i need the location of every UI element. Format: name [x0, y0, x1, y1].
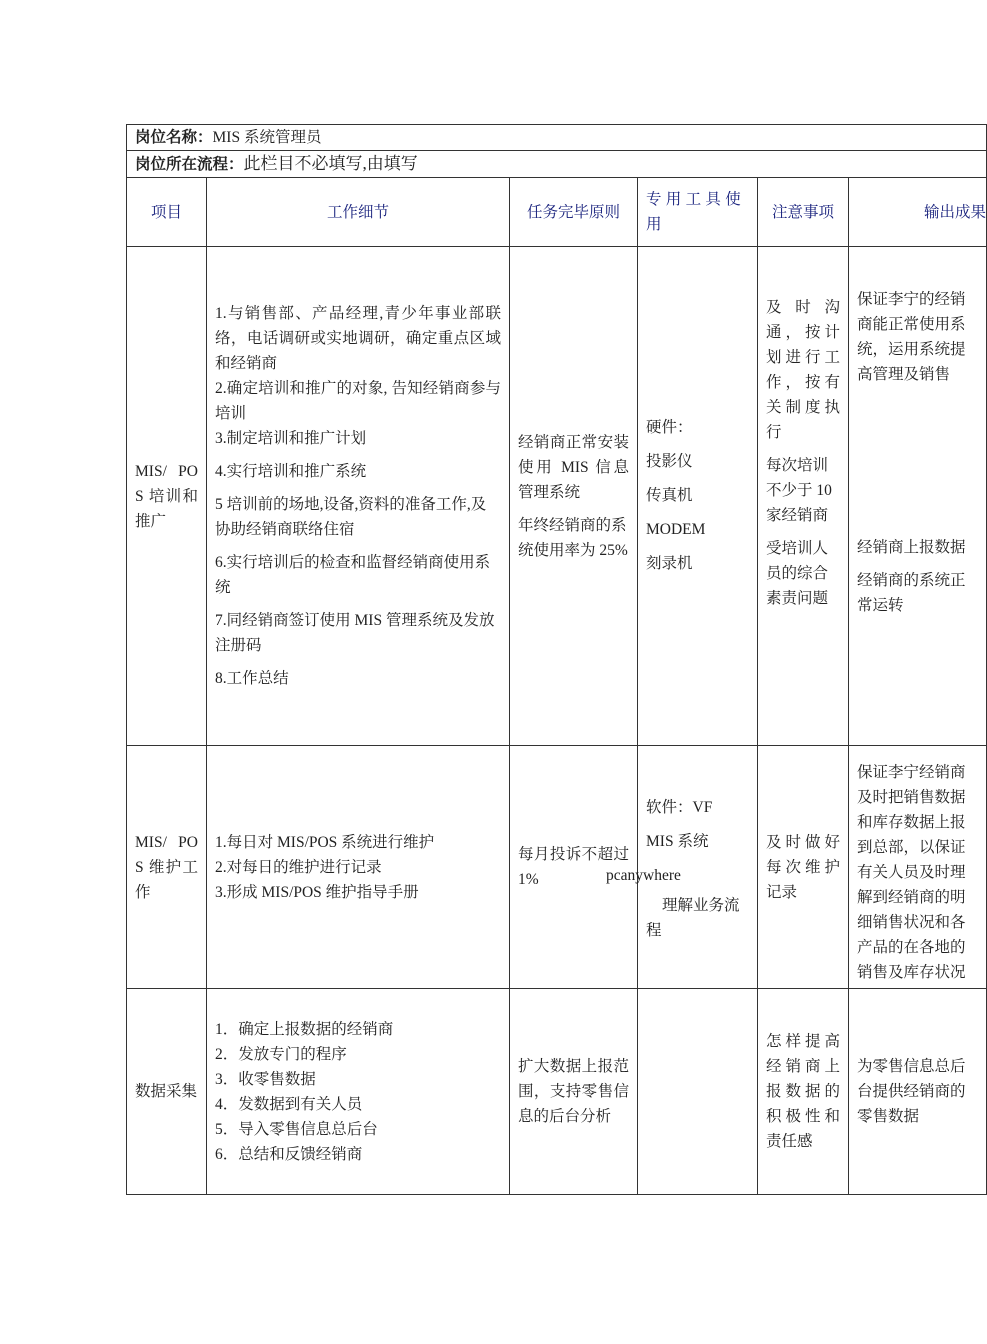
row-outputs	[849, 247, 987, 746]
row-tools	[606, 746, 758, 989]
row-outputs	[849, 746, 987, 989]
detail-line: 2．发放专门的程序	[215, 1045, 347, 1063]
tool-line: MODEM	[646, 521, 706, 538]
position-name-label: 岗位名称：	[135, 129, 213, 146]
row-notes	[758, 746, 849, 989]
detail-line: 6.实行培训后的检查和监督经销商使用系统	[215, 554, 491, 596]
row-item: MIS/ POS 培训和推广	[127, 247, 207, 746]
position-name-value: MIS 系统管理员	[212, 129, 322, 146]
col-header-tools: 专 用 工 具 使用	[638, 178, 758, 247]
detail-line: 1．确定上报数据的经销商	[215, 1020, 394, 1038]
col-header-notes: 注意事项	[758, 178, 849, 247]
tool-line: 刻录机	[646, 555, 693, 572]
note-line: 及时沟通，按计划进行工作，按有关制度执行	[766, 299, 840, 441]
col-header-details: 工作细节	[207, 178, 510, 247]
output-line: 经销商上报数据	[857, 539, 966, 556]
row-details	[207, 989, 510, 1195]
row-notes	[758, 247, 849, 746]
detail-line: 3.制定培训和推广计划	[215, 430, 367, 447]
standard-line: 扩大数据上报范围，支持零售信息的后台分析	[518, 1058, 629, 1125]
row-outputs	[849, 989, 987, 1195]
standard-line: 经销商正常安装使用 MIS 信息管理系统	[518, 433, 629, 501]
output-line: 保证李宁经销商及时把销售数据和库存数据上报到总部，以保证有关人员及时理解到经销商的明细销售状况和各产品的在各地的销售及库存状况	[857, 764, 966, 981]
detail-line: 5．导入零售信息总后台	[215, 1120, 378, 1138]
row-details	[207, 247, 510, 746]
table-row	[127, 746, 987, 989]
detail-line: 7.同经销商签订使用 MIS 管理系统及发放注册码	[215, 612, 495, 654]
note-line: 及时做好每次维护记录	[766, 833, 840, 901]
process-row	[127, 151, 987, 178]
process-value: 此栏目不必填写,由填写	[243, 154, 418, 173]
row-item: 数据采集	[127, 989, 207, 1195]
detail-line: 8.工作总结	[215, 670, 289, 687]
output-line: 保证李宁的经销商能正常使用系统，运用系统提高管理及销售	[857, 291, 966, 383]
row-tools	[638, 989, 758, 1195]
col-header-item: 项目	[127, 178, 207, 247]
detail-line: 4.实行培训和推广系统	[215, 463, 367, 480]
table-row	[127, 989, 987, 1195]
process-label: 岗位所在流程：	[135, 156, 244, 173]
detail-line: 6．总结和反馈经销商	[215, 1145, 363, 1163]
detail-line: 2.确定培训和推广的对象, 告知经销商参与培训	[215, 380, 501, 422]
table-row	[127, 247, 987, 746]
job-description-table	[126, 124, 987, 1195]
column-header-row	[127, 178, 987, 247]
tool-line: 硬件：	[646, 419, 693, 436]
tool-line: 投影仪	[646, 453, 693, 470]
note-line: 受培训人员的综合素责问题	[766, 540, 829, 607]
output-line: 为零售信息总后台提供经销商的零售数据	[857, 1058, 966, 1125]
detail-line: 3.形成 MIS/POS 维护指导手册	[215, 883, 419, 901]
col-header-standards: 任务完毕原则	[510, 178, 638, 247]
output-line: 经销商的系统正常运转	[857, 572, 966, 614]
row-item: MIS/ POS 维护工作	[127, 746, 207, 989]
standard-line: 每月投诉不超过 1%	[518, 846, 629, 888]
note-line: 每次培训不少于 10 家经销商	[766, 457, 832, 524]
position-name-row	[127, 125, 987, 151]
detail-line: 3．收零售数据	[215, 1070, 316, 1088]
standard-line: 年终经销商的系统使用率为 25%	[518, 516, 628, 559]
detail-line: 2.对每日的维护进行记录	[215, 858, 382, 876]
row-notes	[758, 989, 849, 1195]
tool-line: 理解业务流程	[646, 897, 740, 939]
tool-line: pcanywhere	[606, 867, 681, 884]
detail-line: 1.每日对 MIS/POS 系统进行维护	[215, 833, 435, 851]
detail-line: 1.与销售部、产品经理,青少年事业部联络，电话调研或实地调研，确定重点区域和经销商	[215, 305, 501, 372]
tool-line: 软件：VF	[646, 799, 713, 816]
detail-line: 5 培训前的场地,设备,资料的准备工作,及协助经销商联络住宿	[215, 496, 487, 538]
tool-line: 传真机	[646, 487, 693, 504]
row-standards	[510, 989, 638, 1195]
row-standards	[510, 247, 638, 746]
row-details	[207, 746, 510, 989]
note-line: 怎样提高经销商上报数据的积极性和责任感	[766, 1033, 840, 1150]
row-tools	[638, 247, 758, 746]
col-header-outputs: 输出成果	[849, 178, 987, 247]
tool-line: MIS 系统	[646, 833, 709, 850]
detail-line: 4．发数据到有关人员	[215, 1095, 363, 1113]
